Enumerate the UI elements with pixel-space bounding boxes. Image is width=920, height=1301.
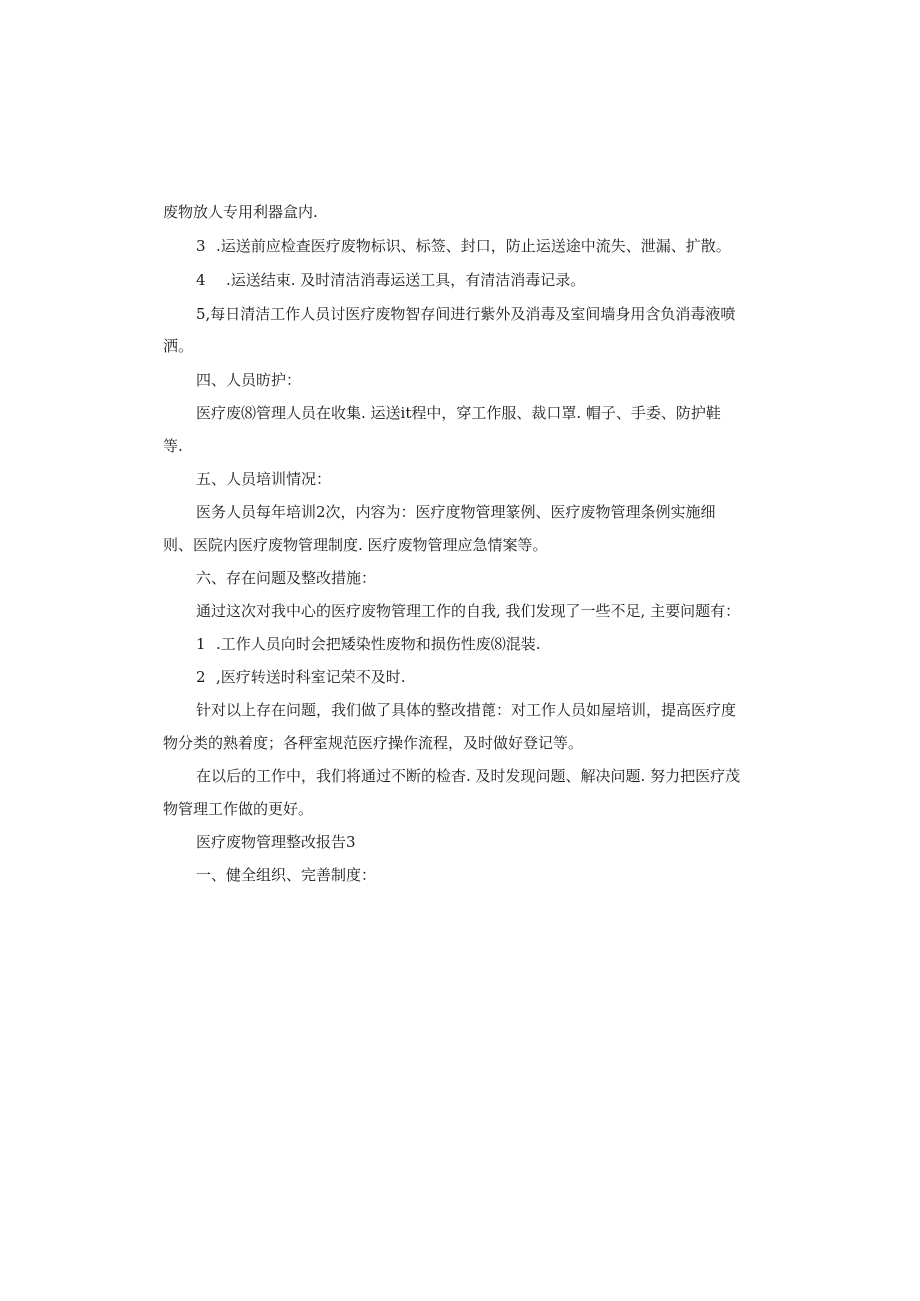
paragraph-line: 则、医院内医疗废物管理制度. 医疗废物管理应急情案等。: [163, 536, 548, 554]
section-heading: 六、存在问题及整改措施：: [196, 569, 377, 587]
list-number: 2: [196, 668, 206, 686]
paragraph-line: 物分类的熟着度；各秤室规范医疗操作流程，及时做好登记等。: [163, 734, 584, 752]
paragraph-line: 洒。: [163, 337, 194, 355]
list-item-text: .工作人员向时会把矮染性废物和损伤性废⑻混装.: [216, 635, 541, 653]
section-heading: 五、人员培训情况：: [196, 470, 332, 488]
list-number: 4: [196, 271, 206, 289]
list-item-text: .运送前应检查医疗废物标识、标签、封口，防止运送途中流失、泄漏、扩散。: [216, 237, 731, 255]
section-heading: 一、健全组织、完善制度：: [196, 866, 377, 884]
paragraph-line: 废物放人专用利器盒内.: [163, 203, 318, 221]
list-number: 1: [196, 635, 206, 653]
paragraph-line: 在以后的工作中，我们将通过不断的检杳. 及时发现问题、解决问题. 努力把医疗茂: [196, 767, 741, 785]
paragraph-line: 医疗废⑻管理人员在收集. 运送it程中，穿工作服、裁口罩. 帽子、手委、防护鞋: [196, 404, 721, 422]
list-item-text: .运送结束. 及时清洁消毒运送工具，有清洁消毒记录。: [226, 271, 586, 289]
list-item-text: ,医疗转送时科室记荣不及时.: [216, 668, 406, 686]
section-heading: 四、人员昉护：: [196, 371, 302, 389]
paragraph-line: 等.: [163, 437, 183, 455]
paragraph-line: 针对以上存在问题，我们做了具体的整改措蓖：对工作人员如屋培训，提高医疗度: [196, 701, 737, 719]
report-title: 医疗废物管理整改报告3: [196, 833, 356, 851]
paragraph-line: 物管理工作做的更好。: [163, 800, 314, 818]
paragraph-line: 医务人员每年培训2次，内容为：医疗度物管理篆例、医疗废物管理条例实施细: [196, 503, 716, 521]
list-number: 3: [196, 237, 206, 255]
paragraph-line: 通过这次对我中心的医疗废物管理工作的自我, 我们发现了一些不足, 主要问题有：: [196, 602, 741, 620]
paragraph-line: 5,每日清洁工作人员讨医疗废物智存间进行紫外及消毒及室间墙身用含负消毒液喷: [196, 305, 736, 323]
